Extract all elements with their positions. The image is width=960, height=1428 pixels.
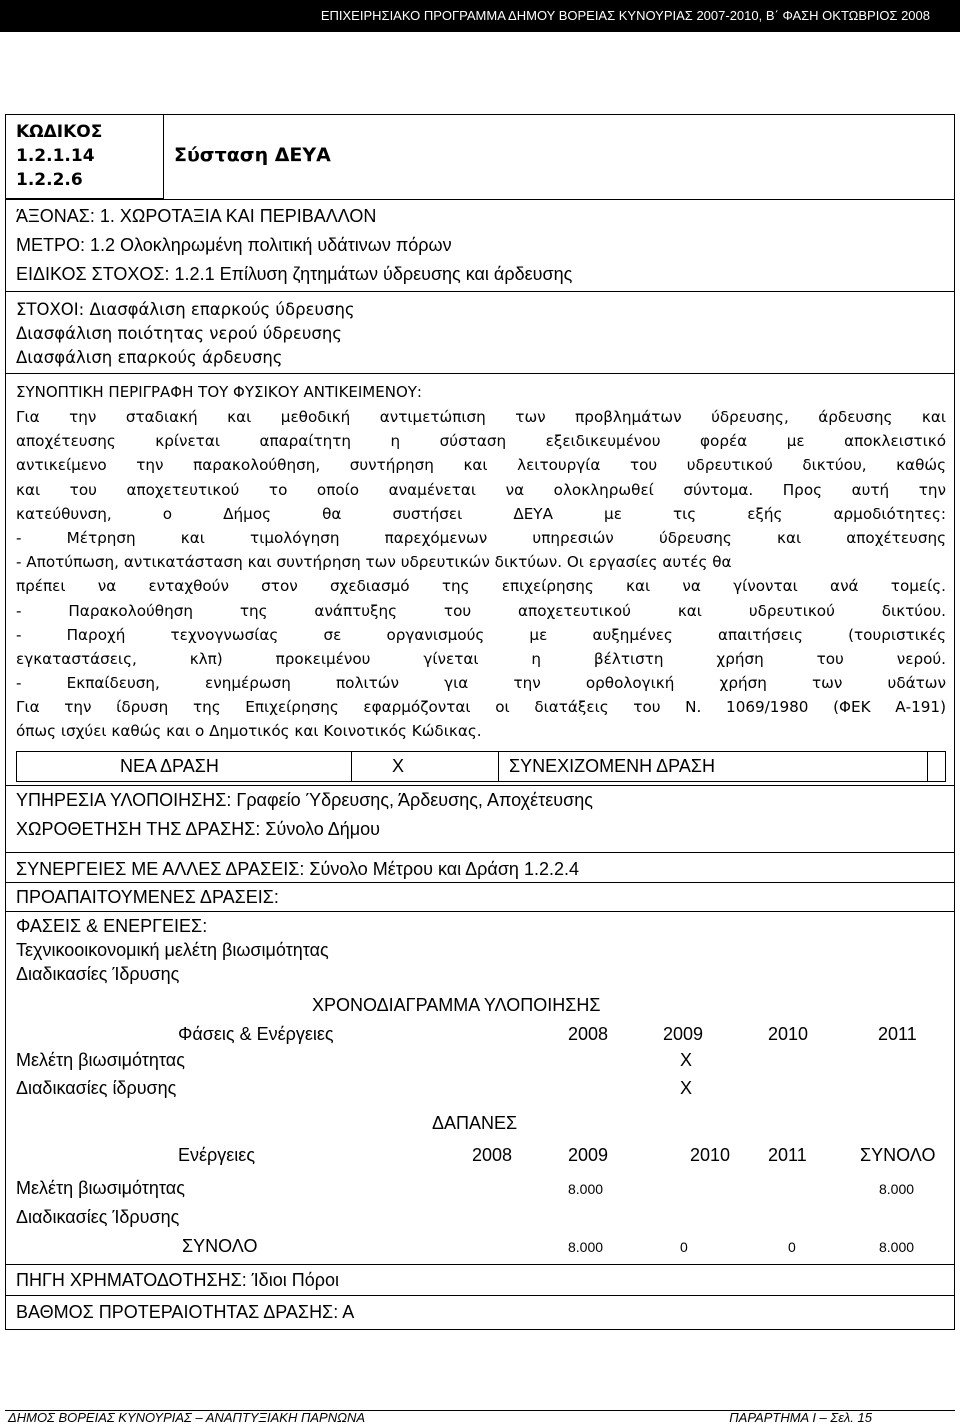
costs-column: 2008 — [472, 1145, 513, 1165]
phase-item: Τεχνικοοικονομική μελέτη βιωσιμότητας — [16, 940, 329, 960]
phases — [16, 914, 329, 986]
cost-value: 0 — [788, 1239, 796, 1255]
goal-item: ΣΤΟΧΟΙ: Διασφάλιση επαρκούς ύδρευσης — [16, 300, 355, 319]
schedule-row-label: Διαδικασίες ίδρυσης — [16, 1078, 177, 1098]
divider — [5, 1264, 955, 1265]
costs-column: 2011 — [768, 1145, 807, 1165]
cost-value: 8.000 — [568, 1239, 604, 1255]
description-line: Για την σταδιακή και μεθοδική αντιμετώπιση των προβλημάτων ύδρευσης, άρδευσης και — [16, 408, 946, 426]
mark-cell — [351, 751, 499, 782]
costs-total-label: ΣΥΝΟΛΟ — [182, 1236, 258, 1256]
continuing-mark-cell — [927, 751, 946, 782]
divider — [5, 1295, 955, 1296]
schedule-mark: Χ — [680, 1050, 693, 1070]
implementing-service: ΥΠΗΡΕΣΙΑ ΥΛΟΠΟΙΗΣΗΣ: Γραφείο Ύδρευσης, Άρδευσης, Αποχέτευσης — [16, 790, 593, 810]
action-title: Σύσταση ΔΕΥΑ — [174, 144, 331, 166]
schedule-title: ΧΡΟΝΟΔΙΑΓΡΑΜΜΑ ΥΛΟΠΟΙΗΣΗΣ — [312, 995, 601, 1015]
continuing-action-label: ΣΥΝΕΧΙΖΟΜΕΝΗ ΔΡΑΣΗ — [509, 756, 715, 776]
description-line: πρέπει να ενταχθούν στον σχεδιασμό της επιχείρησης και να γίνονται ανά τομείς. — [16, 577, 946, 596]
schedule-row-label: Μελέτη βιωσιμότητας — [16, 1050, 185, 1070]
page-header: ΕΠΙΧΕΙΡΗΣΙΑΚΟ ΠΡΟΓΡΑΜΜΑ ΔΗΜΟΥ ΒΟΡΕΙΑΣ ΚΥΝΟΥΡΙΑΣ 2007-2010, Β΄ ΦΑΣΗ ΟΚΤΩΒΡΙΟΣ 2008 — [0, 0, 960, 32]
synergies: ΣΥΝΕΡΓΕΙΕΣ ΜΕ ΑΛΛΕΣ ΔΡΑΣΕΙΣ: Σύνολο Μέτρου και Δράση 1.2.2.4 — [16, 859, 579, 879]
measure: ΜΕΤΡΟ: 1.2 Ολοκληρωμένη πολιτική υδάτινων πόρων — [16, 235, 452, 255]
description-body — [16, 405, 946, 744]
schedule-header: Φάσεις & Ενέργειες — [178, 1024, 334, 1044]
code-line-2: 1.2.2.6 — [16, 170, 83, 190]
footer-right: ΠΑΡΑΡΤΗΜΑ Ι – Σελ. 15 — [729, 1410, 872, 1425]
schedule-year: 2011 — [878, 1024, 917, 1044]
schedule-year: 2008 — [568, 1024, 609, 1044]
funding-source: ΠΗΓΗ ΧΡΗΜΑΤΟΔΟΤΗΣΗΣ: Ίδιοι Πόροι — [16, 1270, 339, 1290]
description-line: - Μέτρηση και τιμολόγηση παρεχόμενων υπηρεσιών ύδρευσης και αποχέτευσης — [16, 528, 946, 547]
cost-value: 8.000 — [879, 1181, 915, 1197]
code-label: ΚΩΔΙΚΟΣ — [16, 122, 103, 142]
description-line: όπως ισχύει καθώς και ο Δημοτικός και Κοινοτικός Κώδικας. — [16, 722, 482, 741]
new-action-mark: Χ — [392, 756, 405, 776]
action-priority: ΒΑΘΜΟΣ ΠΡΟΤΕΡΑΙΟΤΗΤΑΣ ΔΡΑΣΗΣ: Α — [16, 1302, 355, 1322]
footer-left: ΔΗΜΟΣ ΒΟΡΕΙΑΣ ΚΥΝΟΥΡΙΑΣ – ΑΝΑΠΤΥΞΙΑΚΗ ΠΑΡΝΩΝΑ — [8, 1410, 366, 1425]
phase-item: Διαδικασίες Ίδρυσης — [16, 964, 180, 984]
schedule-year: 2009 — [663, 1024, 704, 1044]
new-action-label: ΝΕΑ ΔΡΑΣΗ — [120, 756, 219, 776]
divider — [5, 291, 955, 292]
divider — [5, 199, 955, 200]
description-line: - Αποτύπωση, αντικατάσταση και συντήρηση των υδρευτικών δικτύων. Οι εργασίες αυτές θα — [16, 553, 732, 572]
description-line: - Παροχή τεχνογνωσίας σε οργανισμούς με αυξημένες απαιτήσεις (τουριστικές — [16, 625, 946, 644]
action-code — [16, 120, 102, 192]
costs-column: 2009 — [568, 1145, 609, 1165]
cost-value: 8.000 — [879, 1239, 915, 1255]
action-location: ΧΩΡΟΘΕΤΗΣΗ ΤΗΣ ΔΡΑΣΗΣ: Σύνολο Δήμου — [16, 819, 380, 839]
description-line: - Παρακολούθηση της ανάπτυξης του αποχετευτικού και υδρευτικού δικτύου. — [16, 601, 946, 620]
code-line-1: 1.2.1.14 — [16, 146, 95, 166]
description-title: ΣΥΝΟΠΤΙΚΗ ΠΕΡΙΓΡΑΦΗ ΤΟΥ ΦΥΣΙΚΟΥ ΑΝΤΙΚΕΙΜΕΝΟΥ: — [16, 383, 422, 401]
description-line: εγκαταστάσεις, κλπ) προκειμένου γίνεται η βέλτιστη χρήση του νερού. — [16, 649, 946, 668]
description-line: αντικείμενο την παρακολούθηση, συντήρηση και λειτουργία του υδρευτικού δικτύου, καθώς — [16, 456, 946, 475]
costs-column: ΣΥΝΟΛΟ — [860, 1145, 936, 1165]
specific-goal: ΕΙΔΙΚΟΣ ΣΤΟΧΟΣ: 1.2.1 Επίλυση ζητημάτων ύδρευσης και άρδευσης — [16, 264, 573, 284]
goal-item: Διασφάλιση επαρκούς άρδευσης — [16, 348, 283, 367]
cost-value: 0 — [680, 1239, 688, 1255]
prerequisites: ΠΡΟΑΠΑΙΤΟΥΜΕΝΕΣ ΔΡΑΣΕΙΣ: — [16, 887, 279, 907]
divider — [5, 785, 955, 786]
schedule-year: 2010 — [768, 1024, 809, 1044]
cost-value: 8.000 — [568, 1181, 604, 1197]
axis: ΆΞΟΝΑΣ: 1. ΧΩΡΟΤΑΞΙΑ ΚΑΙ ΠΕΡΙΒΑΛΛΟΝ — [16, 206, 377, 226]
description-line: Για την ίδρυση της Επιχείρησης εφαρμόζονται οι διατάξεις του Ν. 1069/1980 (ΦΕΚ Α-191) — [16, 698, 946, 717]
divider — [5, 373, 955, 374]
description-line: και του αποχετευτικού το οποίο αναμένεται να ολοκληρωθεί σύντομα. Προς αυτή την — [16, 480, 946, 499]
divider — [5, 911, 955, 912]
divider — [5, 852, 955, 853]
goal-item: Διασφάλιση ποιότητας νερού ύδρευσης — [16, 324, 342, 343]
costs-row-label: Διαδικασίες Ίδρυσης — [16, 1207, 180, 1227]
divider — [5, 882, 955, 883]
schedule-mark: Χ — [680, 1078, 693, 1098]
phases-title: ΦΑΣΕΙΣ & ΕΝΕΡΓΕΙΕΣ: — [16, 916, 208, 936]
goals — [16, 298, 355, 370]
costs-row-label: Μελέτη βιωσιμότητας — [16, 1178, 185, 1198]
costs-header: Ενέργειες — [178, 1145, 255, 1165]
description-line: αποχέτευσης κρίνεται απαραίτητη η σύσταση εξειδικευμένου φορέα με αποκλειστικό — [16, 432, 946, 451]
description-line: - Εκπαίδευση, ενημέρωση πολιτών για την ορθολογική χρήση των υδάτων — [16, 674, 946, 693]
costs-column: 2010 — [690, 1145, 731, 1165]
description-line: κατεύθυνση, ο Δήμος θα συστήσει ΔΕΥΑ με τις εξής αρμοδιότητες: — [16, 504, 946, 523]
costs-title: ΔΑΠΑΝΕΣ — [432, 1113, 518, 1133]
